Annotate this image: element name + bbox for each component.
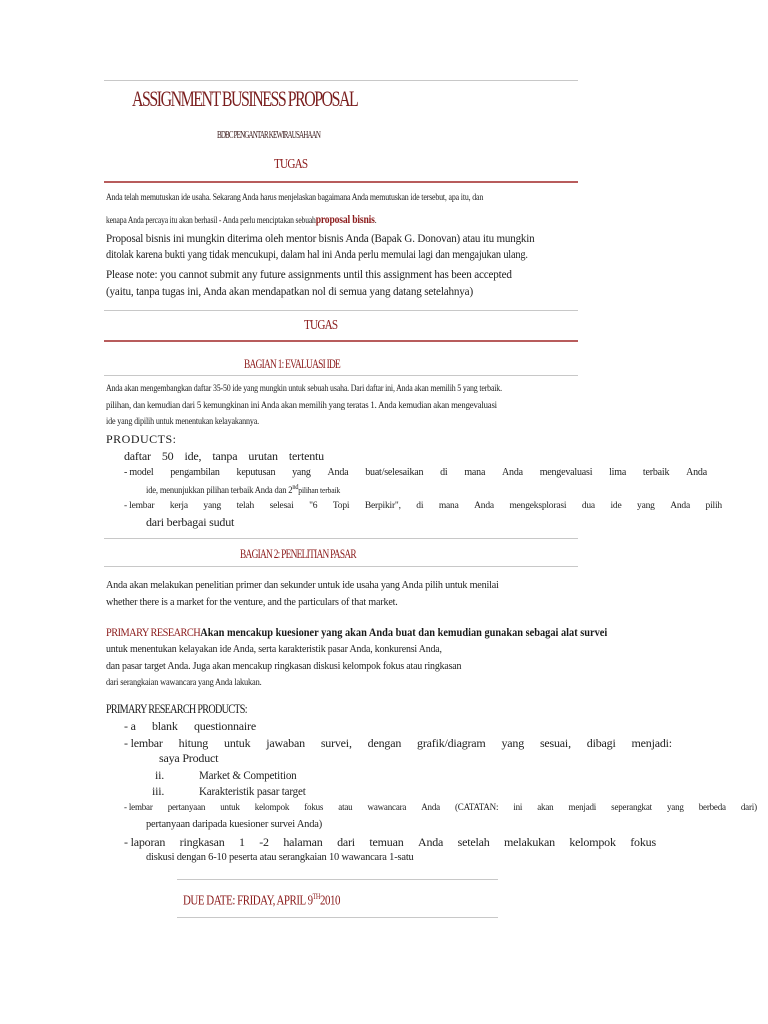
research-product-1: - a blank questionnaire [124,719,256,733]
tugas-heading-2: TUGAS [304,318,338,333]
primary-research-line-2: untuk menentukan kelayakan ide Anda, serta karakteristik pasar Anda, konkurensi Anda, [106,643,442,655]
product-item-1: daftar 50 ide, tanpa urutan tertentu [124,449,324,463]
research-product-4-cont: diskusi dengan 6-10 peserta atau serangkaian 10 wawancara 1-satu [146,851,414,863]
part1-line-2: pilihan, dan kemudian dari 5 kemungkinan ini Anda akan memilih yang teratas 1. Anda kemudian akan mengevaluasi [106,401,497,411]
research-product-2-ii: ii. Market & Competition [155,768,297,782]
primary-research-line-4: dari serangkaian wawancara yang Anda lakukan. [106,678,262,688]
part2-heading: BAGIAN 2: PENELITIAN PASAR [240,546,356,561]
primary-research-line-3: dan pasar target Anda. Juga akan mencakup ringkasan diskusi kelompok fokus atau ringkasan [106,660,462,672]
product-item-3: - lembar kerja yang telah selesai "6 Topi Berpikir", di mana Anda mengeksplorasi dua ide yang Anda pilih [124,501,722,511]
research-product-4: - laporan ringkasan 1 -2 halaman dari temuan Anda setelah melakukan kelompok fokus [124,835,656,849]
intro-line-1: Anda telah memutuskan ide usaha. Sekarang Anda harus menjelaskan bagaimana Anda memutuskan ide tersebut, apa itu, dan [106,193,484,203]
research-product-2: - lembar hitung untuk jawaban survei, dengan grafik/diagram yang sesuai, dibagi menjadi: [124,736,672,750]
top-rule [104,80,578,81]
intro-line-5: Please note: you cannot submit any future assignments until this assignment has been accepted [106,267,512,281]
part1-rule [104,375,578,376]
tugas-heading-1: TUGAS [274,157,308,172]
part1-line-3: ide yang dipilih untuk menentukan kelayakannya. [106,417,260,427]
due-rule-bottom [177,917,498,918]
tugas-rule-2 [104,340,578,342]
part2-line-1: Anda akan melakukan penelitian primer dan sekunder untuk ide usaha yang Anda pilih untuk menilai [106,579,499,591]
primary-research-products-label: PRIMARY RESEARCH PRODUCTS: [106,701,247,716]
primary-research-label: PRIMARY RESEARCH [106,627,201,639]
product-item-3-cont: dari berbagai sudut [146,515,235,529]
page-title-text: ASSIGNMENT BUSINESS PROPOSAL [132,86,358,111]
primary-research-line-1: PRIMARY RESEARCHAkan mencakup kuesioner yang akan Anda buat dan kemudian gunakan sebagai alat survei [106,627,608,639]
intro-line-2: kenapa Anda percaya itu akan berhasil - Anda perlu menciptakan sebuahproposal bisnis. [106,212,377,226]
part2-line-2: whether there is a market for the venture, and the particulars of that market. [106,596,398,608]
products-label: PRODUCTS: [106,432,177,446]
product-item-2-cont: ide, menunjukkan pilihan terbaik Anda dan 2ndpilihan terbaik [146,483,341,497]
intro-line-6: (yaitu, tanpa tugas ini, Anda akan mendapatkan nol di semua yang datang setelahnya) [106,284,473,298]
product-item-2: - model pengambilan keputusan yang Anda buat/selesaikan di mana Anda mengevaluasi lima terbaik Anda [124,467,707,478]
page-title [132,86,445,112]
part2-rule-top [104,538,578,539]
due-rule-top [177,879,498,880]
research-product-3-cont: pertanyaan daripada kuesioner survei Anda) [146,818,322,830]
due-date: DUE DATE: FRIDAY, APRIL 9TH2010 [183,892,340,909]
intro-line-3: Proposal bisnis ini mungkin diterima oleh mentor bisnis Anda (Bapak G. Donovan) atau itu mungkin [106,231,535,245]
tugas-rule-1 [104,181,578,183]
course-subtitle: BDBC PENGANTAR KEWIRAUSAHAAN [217,130,321,141]
research-product-2-iii: iii. Karakteristik pasar target [152,784,306,798]
part1-heading: BAGIAN 1: EVALUASI IDE [244,356,341,371]
proposal-bisnis-emphasis: proposal bisnis [315,212,375,226]
part2-rule [104,566,578,567]
research-product-2-i: saya Product [159,751,219,765]
intro-line-4: ditolak karena bukti yang tidak mencukupi, dalam hal ini Anda perlu memulai lagi dan mengajukan ulang. [106,247,528,261]
part1-line-1: Anda akan mengembangkan daftar 35-50 ide yang mungkin untuk sebuah usaha. Dari daftar ini, Anda akan memilih 5 yang terbaik. [106,384,502,394]
tugas-rule-top-2 [104,310,578,311]
research-product-3: - lembar pertanyaan untuk kelompok fokus atau wawancara Anda (CATATAN: ini akan menjadi seperangkat yang berbeda dari) [124,802,757,812]
